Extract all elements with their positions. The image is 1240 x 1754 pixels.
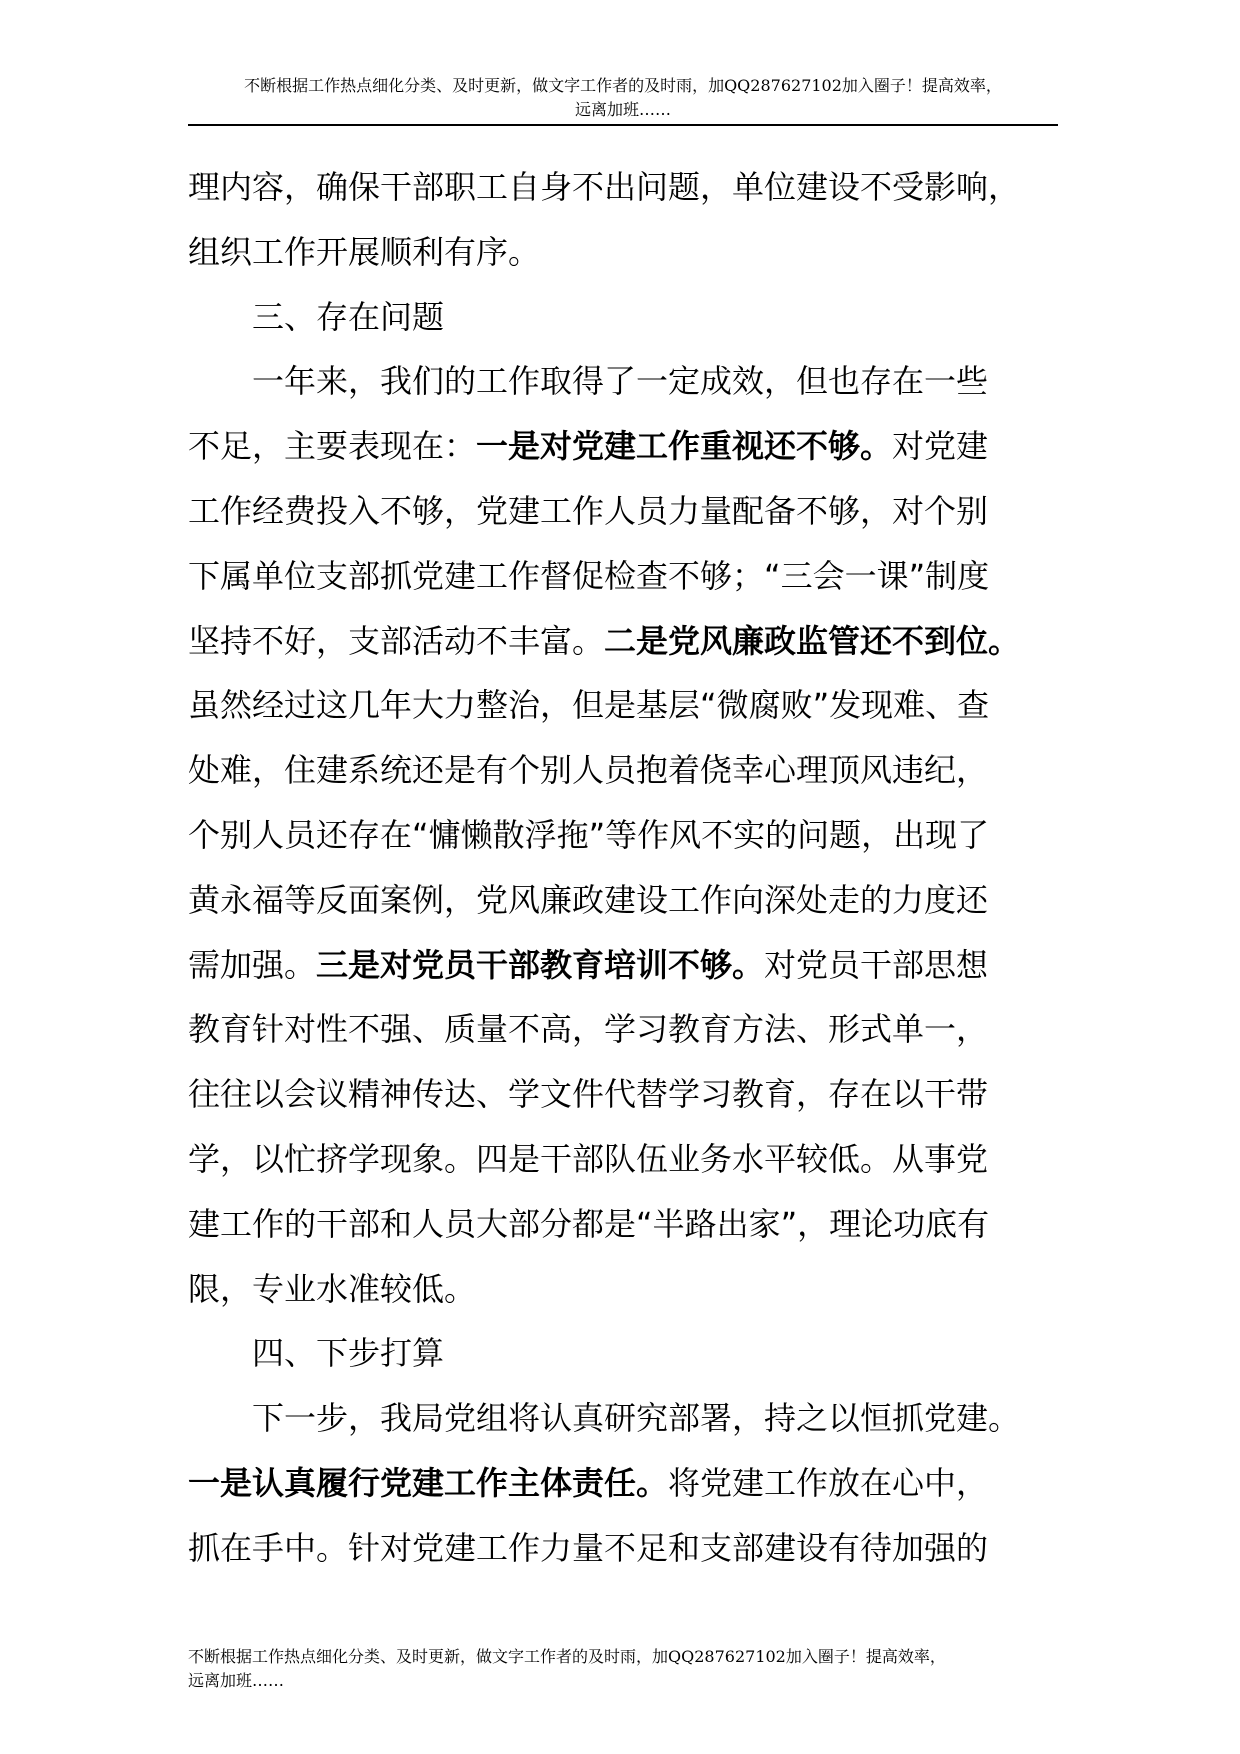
section-heading-next-steps: 四、下步打算: [252, 1334, 445, 1373]
body-line: 一是认真履行党建工作主体责任。将党建工作放在心中，: [188, 1463, 989, 1502]
header-notice-line2: 远离加班……: [574, 100, 671, 119]
body-line: 抓在手中。针对党建工作力量不足和支部建设有待加强的: [188, 1528, 989, 1567]
bold-plan-one: 一是认真履行党建工作主体责任。: [188, 1463, 669, 1502]
body-line: 需加强。三是对党员干部教育培训不够。对党员干部思想: [188, 945, 989, 984]
bold-point-two: 二是党风廉政监管还不到位。: [604, 621, 1021, 660]
body-line: 处难，住建系统还是有个别人员抱着侥幸心理顶风违纪，: [188, 751, 989, 790]
header-divider: [188, 124, 1058, 126]
bold-point-one: 一是对党建工作重视还不够。: [476, 427, 893, 466]
body-line: 理内容，确保干部职工自身不出问题，单位建设不受影响，: [188, 168, 1021, 206]
bold-point-three: 三是对党员干部教育培训不够。: [316, 945, 765, 984]
body-line: 建工作的干部和人员大部分都是“半路出家”，理论功底有: [188, 1204, 990, 1243]
document-body: [188, 155, 1058, 1581]
footer-notice-line1: 不断根据工作热点细化分类、及时更新，做文字工作者的及时雨，加QQ287627102加入圈子！提高效率，: [188, 1647, 946, 1666]
body-line: 黄永福等反面案例，党风廉政建设工作向深处走的力度还: [188, 880, 989, 919]
body-line: 个别人员还存在“慵懒散浮拖”等作风不实的问题，出现了: [188, 815, 990, 854]
section-heading-problems: 三、存在问题: [252, 297, 445, 336]
body-line: 教育针对性不强、质量不高，学习教育方法、形式单一，: [188, 1010, 989, 1049]
body-line: 一年来，我们的工作取得了一定成效，但也存在一些: [252, 362, 989, 401]
body-line: 下属单位支部抓党建工作督促检查不够；“三会一课”制度: [188, 556, 990, 595]
footer-notice-line2: 远离加班……: [188, 1671, 285, 1690]
body-line: 下一步，我局党组将认真研究部署，持之以恒抓党建。: [252, 1399, 1021, 1438]
body-line: 工作经费投入不够，党建工作人员力量配备不够，对个别: [188, 491, 989, 530]
body-line: 组织工作开展顺利有序。: [188, 232, 541, 271]
body-line: 限，专业水准较低。: [188, 1269, 477, 1308]
page-header: [188, 74, 1058, 122]
body-line: 坚持不好，支部活动不丰富。二是党风廉政监管还不到位。: [188, 621, 1021, 660]
body-line: 不足，主要表现在：一是对党建工作重视还不够。对党建: [188, 427, 989, 466]
body-line: 往往以会议精神传达、学文件代替学习教育，存在以干带: [188, 1075, 989, 1114]
body-line: 虽然经过这几年大力整治，但是基层“微腐败”发现难、查: [188, 686, 990, 725]
page-footer: [188, 1645, 1058, 1693]
body-line: 学，以忙挤学现象。四是干部队伍业务水平较低。从事党: [188, 1139, 989, 1178]
header-notice-line1: 不断根据工作热点细化分类、及时更新，做文字工作者的及时雨，加QQ287627102加入圈子！提高效率，: [244, 76, 1002, 95]
